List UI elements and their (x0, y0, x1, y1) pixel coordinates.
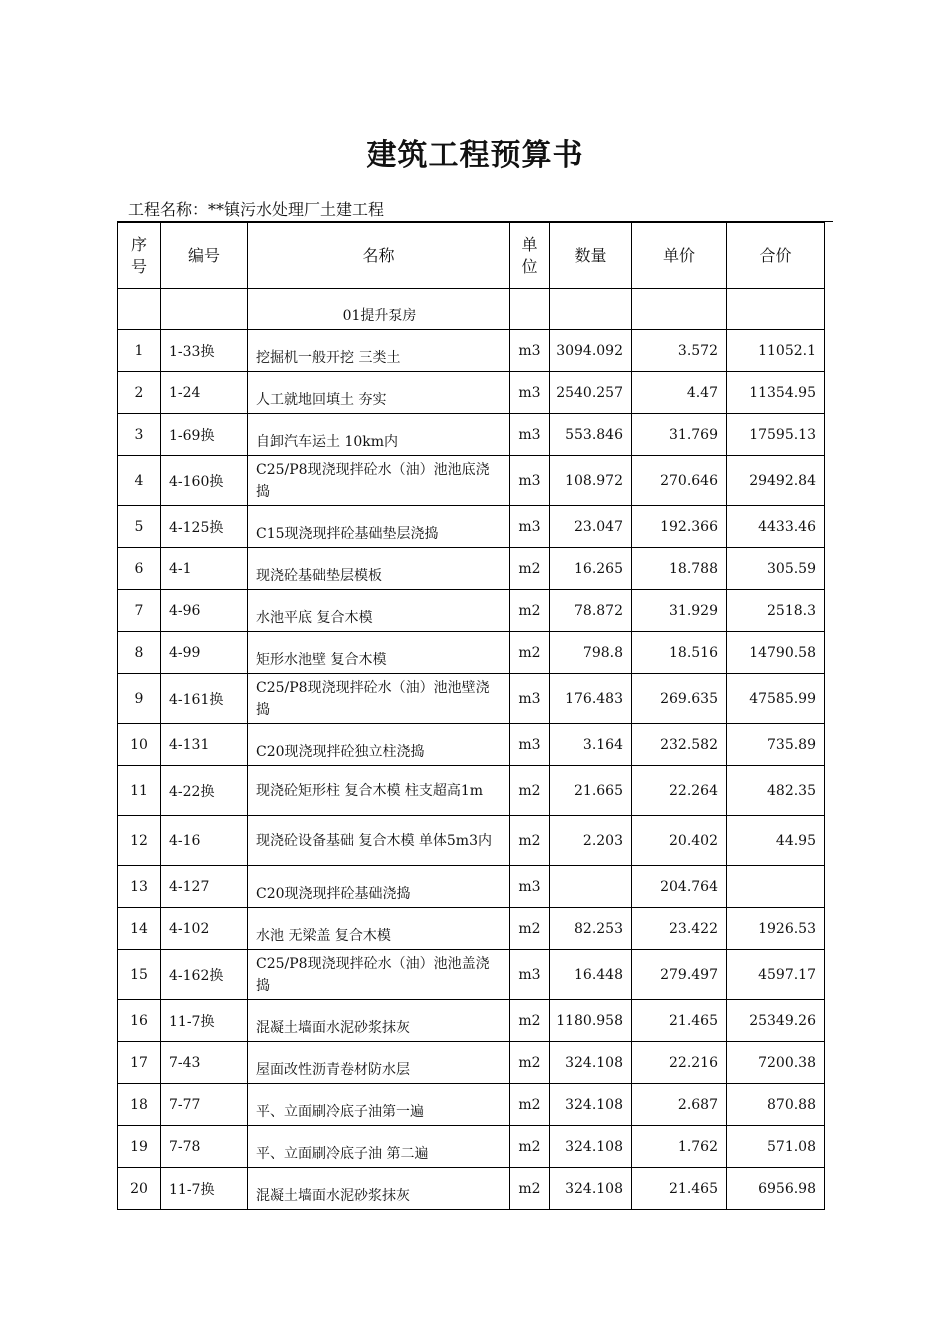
row-total: 1926.53 (727, 908, 825, 950)
table-row (118, 724, 825, 766)
project-name: 工程名称：**镇污水处理厂土建工程 (128, 200, 385, 219)
row-name: C25/P8现浇现拌砼水（油）池池盖浇捣 (248, 950, 510, 1000)
row-total: 870.88 (727, 1084, 825, 1126)
row-no: 5 (118, 506, 161, 548)
row-no: 1 (118, 330, 161, 372)
row-code: 1-24 (161, 372, 248, 414)
row-no: 18 (118, 1084, 161, 1126)
row-no: 10 (118, 724, 161, 766)
row-name: 平、立面刷冷底子油第一遍 (248, 1084, 510, 1126)
row-unit: m2 (510, 1000, 550, 1042)
row-name: C20现浇现拌砼基础浇捣 (248, 866, 510, 908)
row-total: 6956.98 (727, 1168, 825, 1210)
row-code: 7-78 (161, 1126, 248, 1168)
row-total: 11052.1 (727, 330, 825, 372)
row-unit: m3 (510, 414, 550, 456)
row-unit: m3 (510, 506, 550, 548)
row-price: 22.216 (632, 1042, 727, 1084)
page-title: 建筑工程预算书 (366, 138, 584, 173)
row-name: 混凝土墙面水泥砂浆抹灰 (248, 1000, 510, 1042)
row-total: 2518.3 (727, 590, 825, 632)
row-no: 11 (118, 766, 161, 816)
row-no: 3 (118, 414, 161, 456)
row-price: 279.497 (632, 950, 727, 1000)
row-price: 270.646 (632, 456, 727, 506)
row-qty: 324.108 (550, 1042, 632, 1084)
table-row (118, 632, 825, 674)
row-total (727, 866, 825, 908)
row-qty: 3094.092 (550, 330, 632, 372)
row-price: 204.764 (632, 866, 727, 908)
row-code: 1-69换 (161, 414, 248, 456)
section-cell-empty (161, 289, 248, 330)
table-row (118, 1126, 825, 1168)
row-code: 11-7换 (161, 1168, 248, 1210)
table-row (118, 866, 825, 908)
row-name: 人工就地回填土 夯实 (248, 372, 510, 414)
row-price: 21.465 (632, 1168, 727, 1210)
header-total: 合价 (727, 223, 825, 289)
row-code: 4-162换 (161, 950, 248, 1000)
row-total: 44.95 (727, 816, 825, 866)
table-row (118, 1084, 825, 1126)
row-price: 23.422 (632, 908, 727, 950)
table-row (118, 414, 825, 456)
table-row (118, 950, 825, 1000)
row-name: C25/P8现浇现拌砼水（油）池池壁浇捣 (248, 674, 510, 724)
row-qty: 553.846 (550, 414, 632, 456)
row-price: 31.769 (632, 414, 727, 456)
row-code: 4-96 (161, 590, 248, 632)
row-price: 31.929 (632, 590, 727, 632)
row-code: 7-43 (161, 1042, 248, 1084)
row-price: 18.516 (632, 632, 727, 674)
section-cell-empty (118, 289, 161, 330)
header-unit-line1: 单 (521, 234, 538, 254)
row-price: 3.572 (632, 330, 727, 372)
row-unit: m2 (510, 590, 550, 632)
row-no: 4 (118, 456, 161, 506)
row-name: 自卸汽车运土 10km内 (248, 414, 510, 456)
row-code: 4-16 (161, 816, 248, 866)
row-total: 4597.17 (727, 950, 825, 1000)
row-total: 14790.58 (727, 632, 825, 674)
row-qty: 1180.958 (550, 1000, 632, 1042)
row-unit: m3 (510, 866, 550, 908)
row-name: 平、立面刷冷底子油 第二遍 (248, 1126, 510, 1168)
table-row (118, 674, 825, 724)
row-no: 17 (118, 1042, 161, 1084)
header-qty: 数量 (550, 223, 632, 289)
row-unit: m3 (510, 372, 550, 414)
row-unit: m2 (510, 632, 550, 674)
budget-table (117, 222, 825, 1210)
row-code: 4-161换 (161, 674, 248, 724)
row-name: 水池平底 复合木模 (248, 590, 510, 632)
row-total: 29492.84 (727, 456, 825, 506)
row-total: 11354.95 (727, 372, 825, 414)
row-qty: 23.047 (550, 506, 632, 548)
row-price: 21.465 (632, 1000, 727, 1042)
row-code: 1-33换 (161, 330, 248, 372)
section-cell-empty (510, 289, 550, 330)
row-qty: 16.265 (550, 548, 632, 590)
row-qty: 324.108 (550, 1084, 632, 1126)
row-qty: 78.872 (550, 590, 632, 632)
row-code: 7-77 (161, 1084, 248, 1126)
row-name: 现浇砼设备基础 复合木模 单体5m3内 (248, 816, 510, 866)
row-qty: 21.665 (550, 766, 632, 816)
section-cell-empty (550, 289, 632, 330)
section-cell-empty (727, 289, 825, 330)
row-total: 47585.99 (727, 674, 825, 724)
row-qty: 2540.257 (550, 372, 632, 414)
row-qty: 16.448 (550, 950, 632, 1000)
row-price: 22.264 (632, 766, 727, 816)
row-name: 混凝土墙面水泥砂浆抹灰 (248, 1168, 510, 1210)
table-row (118, 330, 825, 372)
table-row (118, 1042, 825, 1084)
row-no: 13 (118, 866, 161, 908)
row-unit: m3 (510, 724, 550, 766)
row-name: 水池 无梁盖 复合木模 (248, 908, 510, 950)
row-unit: m3 (510, 674, 550, 724)
row-qty: 324.108 (550, 1126, 632, 1168)
header-no-line2: 号 (130, 256, 147, 276)
row-qty: 82.253 (550, 908, 632, 950)
row-total: 482.35 (727, 766, 825, 816)
table-row (118, 1168, 825, 1210)
row-total: 4433.46 (727, 506, 825, 548)
row-qty: 2.203 (550, 816, 632, 866)
row-qty: 798.8 (550, 632, 632, 674)
row-qty: 3.164 (550, 724, 632, 766)
row-unit: m2 (510, 1168, 550, 1210)
header-no (118, 223, 161, 289)
row-total: 7200.38 (727, 1042, 825, 1084)
row-total: 305.59 (727, 548, 825, 590)
row-no: 20 (118, 1168, 161, 1210)
table-row (118, 456, 825, 506)
row-price: 2.687 (632, 1084, 727, 1126)
header-no-line1: 序 (130, 234, 147, 254)
row-price: 192.366 (632, 506, 727, 548)
row-code: 4-131 (161, 724, 248, 766)
row-qty: 108.972 (550, 456, 632, 506)
row-qty: 324.108 (550, 1168, 632, 1210)
row-total: 735.89 (727, 724, 825, 766)
section-cell-empty (632, 289, 727, 330)
table-row (118, 816, 825, 866)
row-no: 6 (118, 548, 161, 590)
row-unit: m2 (510, 908, 550, 950)
section-row (118, 289, 825, 330)
row-name: 现浇砼基础垫层模板 (248, 548, 510, 590)
row-name: C20现浇现拌砼独立柱浇捣 (248, 724, 510, 766)
row-no: 19 (118, 1126, 161, 1168)
header-name: 名称 (248, 223, 510, 289)
table-row (118, 590, 825, 632)
row-no: 16 (118, 1000, 161, 1042)
row-code: 4-102 (161, 908, 248, 950)
row-name: 挖掘机一般开挖 三类土 (248, 330, 510, 372)
table-row (118, 506, 825, 548)
row-name: 矩形水池壁 复合木模 (248, 632, 510, 674)
row-unit: m3 (510, 456, 550, 506)
row-no: 8 (118, 632, 161, 674)
row-name: 现浇砼矩形柱 复合木模 柱支超高1m (248, 766, 510, 816)
row-price: 1.762 (632, 1126, 727, 1168)
row-price: 18.788 (632, 548, 727, 590)
row-unit: m3 (510, 330, 550, 372)
row-total: 571.08 (727, 1126, 825, 1168)
header-code: 编号 (161, 223, 248, 289)
row-no: 12 (118, 816, 161, 866)
row-name: C25/P8现浇现拌砼水（油）池池底浇捣 (248, 456, 510, 506)
row-code: 11-7换 (161, 1000, 248, 1042)
row-no: 2 (118, 372, 161, 414)
row-price: 269.635 (632, 674, 727, 724)
table-row (118, 766, 825, 816)
section-title: 01提升泵房 (248, 289, 510, 330)
row-code: 4-1 (161, 548, 248, 590)
table-header-row (118, 223, 825, 289)
row-no: 14 (118, 908, 161, 950)
table-row (118, 1000, 825, 1042)
row-no: 15 (118, 950, 161, 1000)
row-unit: m3 (510, 950, 550, 1000)
row-no: 9 (118, 674, 161, 724)
row-code: 4-127 (161, 866, 248, 908)
row-unit: m2 (510, 548, 550, 590)
table-row (118, 372, 825, 414)
row-unit: m2 (510, 816, 550, 866)
table-row (118, 908, 825, 950)
header-unit-line2: 位 (521, 256, 538, 276)
row-code: 4-160换 (161, 456, 248, 506)
header-price: 单价 (632, 223, 727, 289)
row-total: 17595.13 (727, 414, 825, 456)
row-name: 屋面改性沥青卷材防水层 (248, 1042, 510, 1084)
row-code: 4-99 (161, 632, 248, 674)
row-qty (550, 866, 632, 908)
row-price: 232.582 (632, 724, 727, 766)
table-row (118, 548, 825, 590)
row-unit: m2 (510, 1042, 550, 1084)
row-price: 20.402 (632, 816, 727, 866)
row-unit: m2 (510, 766, 550, 816)
row-unit: m2 (510, 1084, 550, 1126)
row-name: C15现浇现拌砼基础垫层浇捣 (248, 506, 510, 548)
row-no: 7 (118, 590, 161, 632)
row-unit: m2 (510, 1126, 550, 1168)
row-code: 4-22换 (161, 766, 248, 816)
row-price: 4.47 (632, 372, 727, 414)
header-unit (510, 223, 550, 289)
row-total: 25349.26 (727, 1000, 825, 1042)
row-qty: 176.483 (550, 674, 632, 724)
row-code: 4-125换 (161, 506, 248, 548)
